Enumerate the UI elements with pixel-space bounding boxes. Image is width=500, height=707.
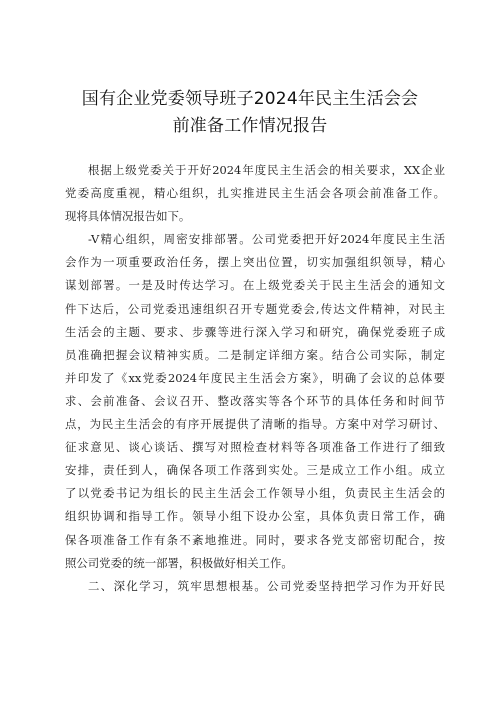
body-line (65, 459, 445, 482)
body-line-text: 并印发了《xx党委2024年度民主生活会方案》，明确了会议的总体要 (65, 370, 445, 385)
body-line (65, 159, 445, 182)
body-line (65, 367, 445, 390)
body-line-text: 件下达后，公司党委迅速组织召开专题党委会,传达文件精神，对民主 (65, 301, 445, 316)
body-line (65, 344, 445, 367)
document-body (65, 159, 445, 598)
body-line-text: -V精心组织，周密安排部署。公司党委把开好2024年度民主生活 (88, 232, 445, 247)
body-line-text: 了以党委书记为组长的民主生活会工作领导小组，负责民主生活会的 (65, 486, 445, 501)
title-line-2: 前准备工作情况报告 (172, 116, 328, 136)
body-line (65, 505, 445, 528)
body-line (65, 436, 445, 459)
body-line (65, 482, 445, 505)
body-line-text: 征求意见、谈心谈话、撰写对照检查材料等各项准备工作进行了细致 (65, 440, 445, 455)
document-title (0, 86, 500, 140)
title-line-1: 国有企业党委领导班子2024年民主生活会会 (81, 89, 419, 109)
body-line-text: 照公司党委的统一部署，积极做好相关工作。 (65, 555, 293, 570)
body-line-text: 点，为民主生活会的有序开展提供了清晰的指导。方案中对学习研讨、 (65, 417, 445, 432)
body-line-text: 求、会前准备、会议召开、整改落实等各个环节的具体任务和时间节 (65, 393, 445, 408)
body-line (65, 274, 445, 297)
body-line (65, 228, 445, 251)
body-line-text: 谋划部署。一是及时传达学习。在上级党委关于民主生活会的通知文 (65, 278, 445, 293)
body-line (65, 575, 445, 598)
body-line (65, 413, 445, 436)
body-line (65, 298, 445, 321)
body-line (65, 529, 445, 552)
body-line-text: 党委高度重视，精心组织，扎实推进民主生活会各项会前准备工作。 (65, 186, 445, 201)
body-line (65, 390, 445, 413)
body-line-text: 会作为一项重要政治任务，摆上突出位置，切实加强组织领导，精心 (65, 255, 445, 270)
body-line-text: 员准确把握会议精神实质。二是制定详细方案。结合公司实际，制定 (65, 347, 445, 362)
body-line (65, 251, 445, 274)
body-line-text: 组织协调和指导工作。领导小组下设办公室，具体负责日常工作，确 (65, 509, 445, 524)
body-line-text: 根据上级党委关于开好2024年度民主生活会的相关要求，XX企业 (88, 163, 445, 177)
body-line (65, 182, 445, 205)
body-line-text: 现将具体情况报告如下。 (65, 209, 191, 224)
body-line (65, 205, 445, 228)
body-line (65, 552, 445, 575)
body-line-text: 保各项准备工作有条不紊地推进。同时，要求各党支部密切配合，按 (65, 532, 445, 547)
body-line (65, 321, 445, 344)
body-line-text: 生活会的主题、要求、步骤等进行深入学习和研究，确保党委班子成 (65, 324, 445, 339)
body-line-text: 安排，责任到人，确保各项工作落到实处。三是成立工作小组。成立 (65, 463, 445, 478)
body-line-text: 二、深化学习，筑牢思想根基。公司党委坚持把学习作为开好民 (88, 578, 445, 593)
